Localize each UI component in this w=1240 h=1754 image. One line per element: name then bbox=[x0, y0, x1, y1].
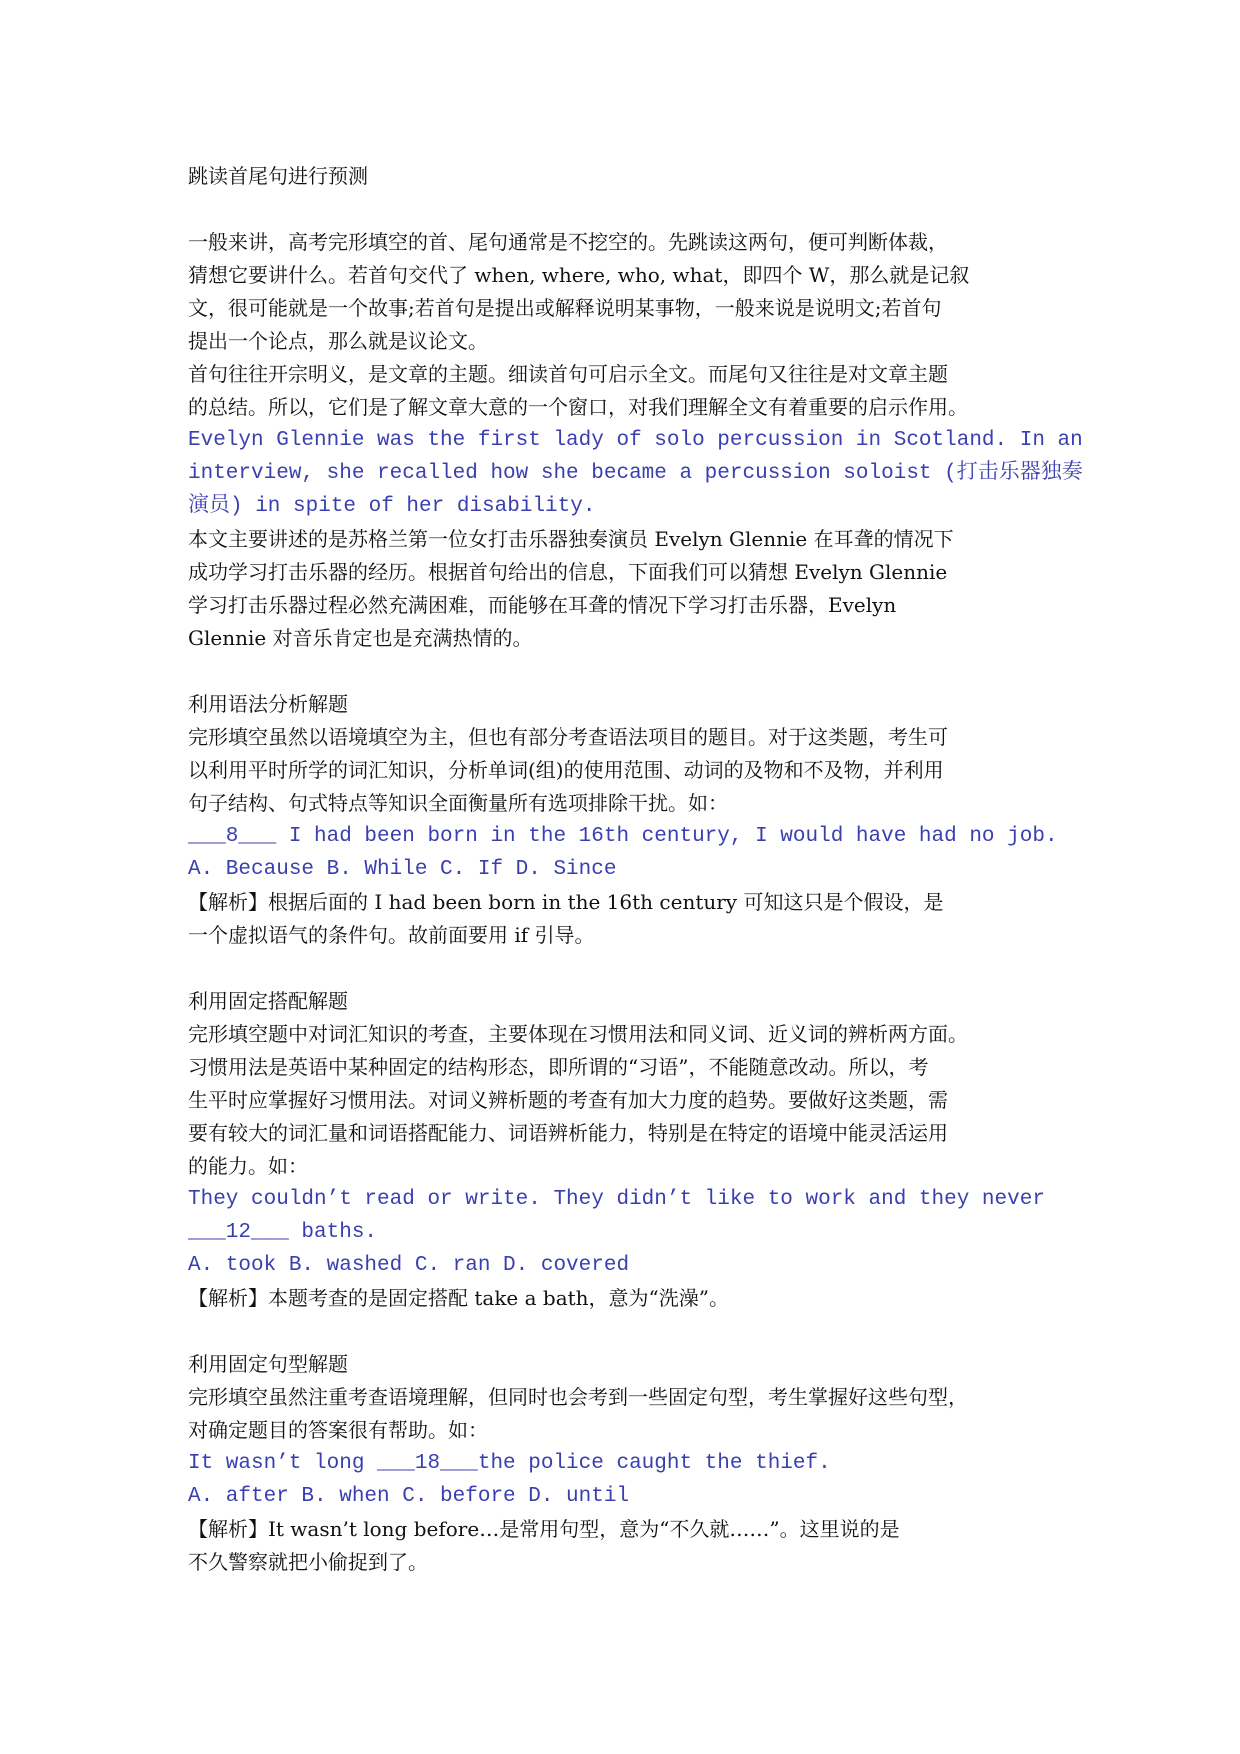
example-options: A. took B. washed C. ran D. covered bbox=[188, 1254, 630, 1277]
analysis-line: 【解析】It wasn’t long before…是常用句型，意为“不久就……”。这里说的是 bbox=[188, 1517, 900, 1541]
example-line: They couldn’t read or write. They didn’t like to work and they never bbox=[188, 1188, 1045, 1211]
paragraph-line: 完形填空虽然以语境填空为主，但也有部分考查语法项目的题目。对于这类题，考生可 bbox=[188, 725, 948, 749]
paragraph-line: 提出一个论点，那么就是议论文。 bbox=[188, 329, 488, 353]
paragraph-line: 习惯用法是英语中某种固定的结构形态，即所谓的“习语”，不能随意改动。所以，考 bbox=[188, 1055, 929, 1079]
example-line: It wasn’t long ___18___the police caught the thief. bbox=[188, 1452, 831, 1475]
paragraph-line: 的能力。如： bbox=[188, 1154, 308, 1178]
paragraph-line: 要有较大的词汇量和词语搭配能力、词语辨析能力，特别是在特定的语境中能灵活运用 bbox=[188, 1121, 948, 1145]
example-options: A. Because B. While C. If D. Since bbox=[188, 858, 617, 881]
paragraph-line: 以利用平时所学的词汇知识，分析单词(组)的使用范围、动词的及物和不及物，并利用 bbox=[188, 758, 944, 782]
example-line: ___8___ I had been born in the 16th century, I would have had no job. bbox=[188, 825, 1058, 848]
analysis-line: 学习打击乐器过程必然充满困难，而能够在耳聋的情况下学习打击乐器，Evelyn bbox=[188, 593, 897, 617]
analysis-line: 不久警察就把小偷捉到了。 bbox=[188, 1550, 428, 1574]
section-heading: 利用语法分析解题 bbox=[188, 692, 348, 716]
paragraph-line: 完形填空虽然注重考查语境理解，但同时也会考到一些固定句型，考生掌握好这些句型， bbox=[188, 1385, 968, 1409]
section-heading: 利用固定句型解题 bbox=[188, 1352, 348, 1376]
section-heading: 利用固定搭配解题 bbox=[188, 989, 348, 1013]
analysis-line: 【解析】本题考查的是固定搭配 take a bath，意为“洗澡”。 bbox=[188, 1286, 730, 1310]
paragraph-line: 句子结构、句式特点等知识全面衡量所有选项排除干扰。如： bbox=[188, 791, 728, 815]
paragraph-line: 对确定题目的答案很有帮助。如： bbox=[188, 1418, 488, 1442]
analysis-line: 本文主要讲述的是苏格兰第一位女打击乐器独奏演员 Evelyn Glennie 在耳聋的情况下 bbox=[188, 527, 954, 551]
paragraph-line: 文，很可能就是一个故事;若首句是提出或解释说明某事物，一般来说是说明文;若首句 bbox=[188, 296, 942, 320]
analysis-line: Glennie 对音乐肯定也是充满热情的。 bbox=[188, 626, 533, 650]
example-line: Evelyn Glennie was the first lady of solo percussion in Scotland. In an bbox=[188, 429, 1083, 452]
example-line: ___12___ baths. bbox=[188, 1221, 378, 1244]
paragraph-line: 的总结。所以，它们是了解文章大意的一个窗口，对我们理解全文有着重要的启示作用。 bbox=[188, 395, 968, 419]
analysis-line: 【解析】根据后面的 I had been born in the 16th century 可知这只是个假设，是 bbox=[188, 890, 944, 914]
example-line: 演员) in spite of her disability. bbox=[188, 495, 596, 518]
document-page bbox=[188, 160, 1088, 1579]
paragraph-line: 猜想它要讲什么。若首句交代了 when, where, who, what，即四个 W，那么就是记叙 bbox=[188, 263, 970, 287]
paragraph-line: 生平时应掌握好习惯用法。对词义辨析题的考查有加大力度的趋势。要做好这类题，需 bbox=[188, 1088, 948, 1112]
paragraph-line: 一般来讲，高考完形填空的首、尾句通常是不挖空的。先跳读这两句，便可判断体裁， bbox=[188, 230, 948, 254]
example-line: interview, she recalled how she became a percussion soloist (打击乐器独奏 bbox=[188, 462, 1083, 485]
example-options: A. after B. when C. before D. until bbox=[188, 1485, 630, 1508]
analysis-line: 成功学习打击乐器的经历。根据首句给出的信息，下面我们可以猜想 Evelyn Glennie bbox=[188, 560, 948, 584]
section-heading: 跳读首尾句进行预测 bbox=[188, 164, 368, 188]
paragraph-line: 完形填空题中对词汇知识的考查，主要体现在习惯用法和同义词、近义词的辨析两方面。 bbox=[188, 1022, 968, 1046]
analysis-line: 一个虚拟语气的条件句。故前面要用 if 引导。 bbox=[188, 923, 595, 947]
paragraph-line: 首句往往开宗明义，是文章的主题。细读首句可启示全文。而尾句又往往是对文章主题 bbox=[188, 362, 948, 386]
